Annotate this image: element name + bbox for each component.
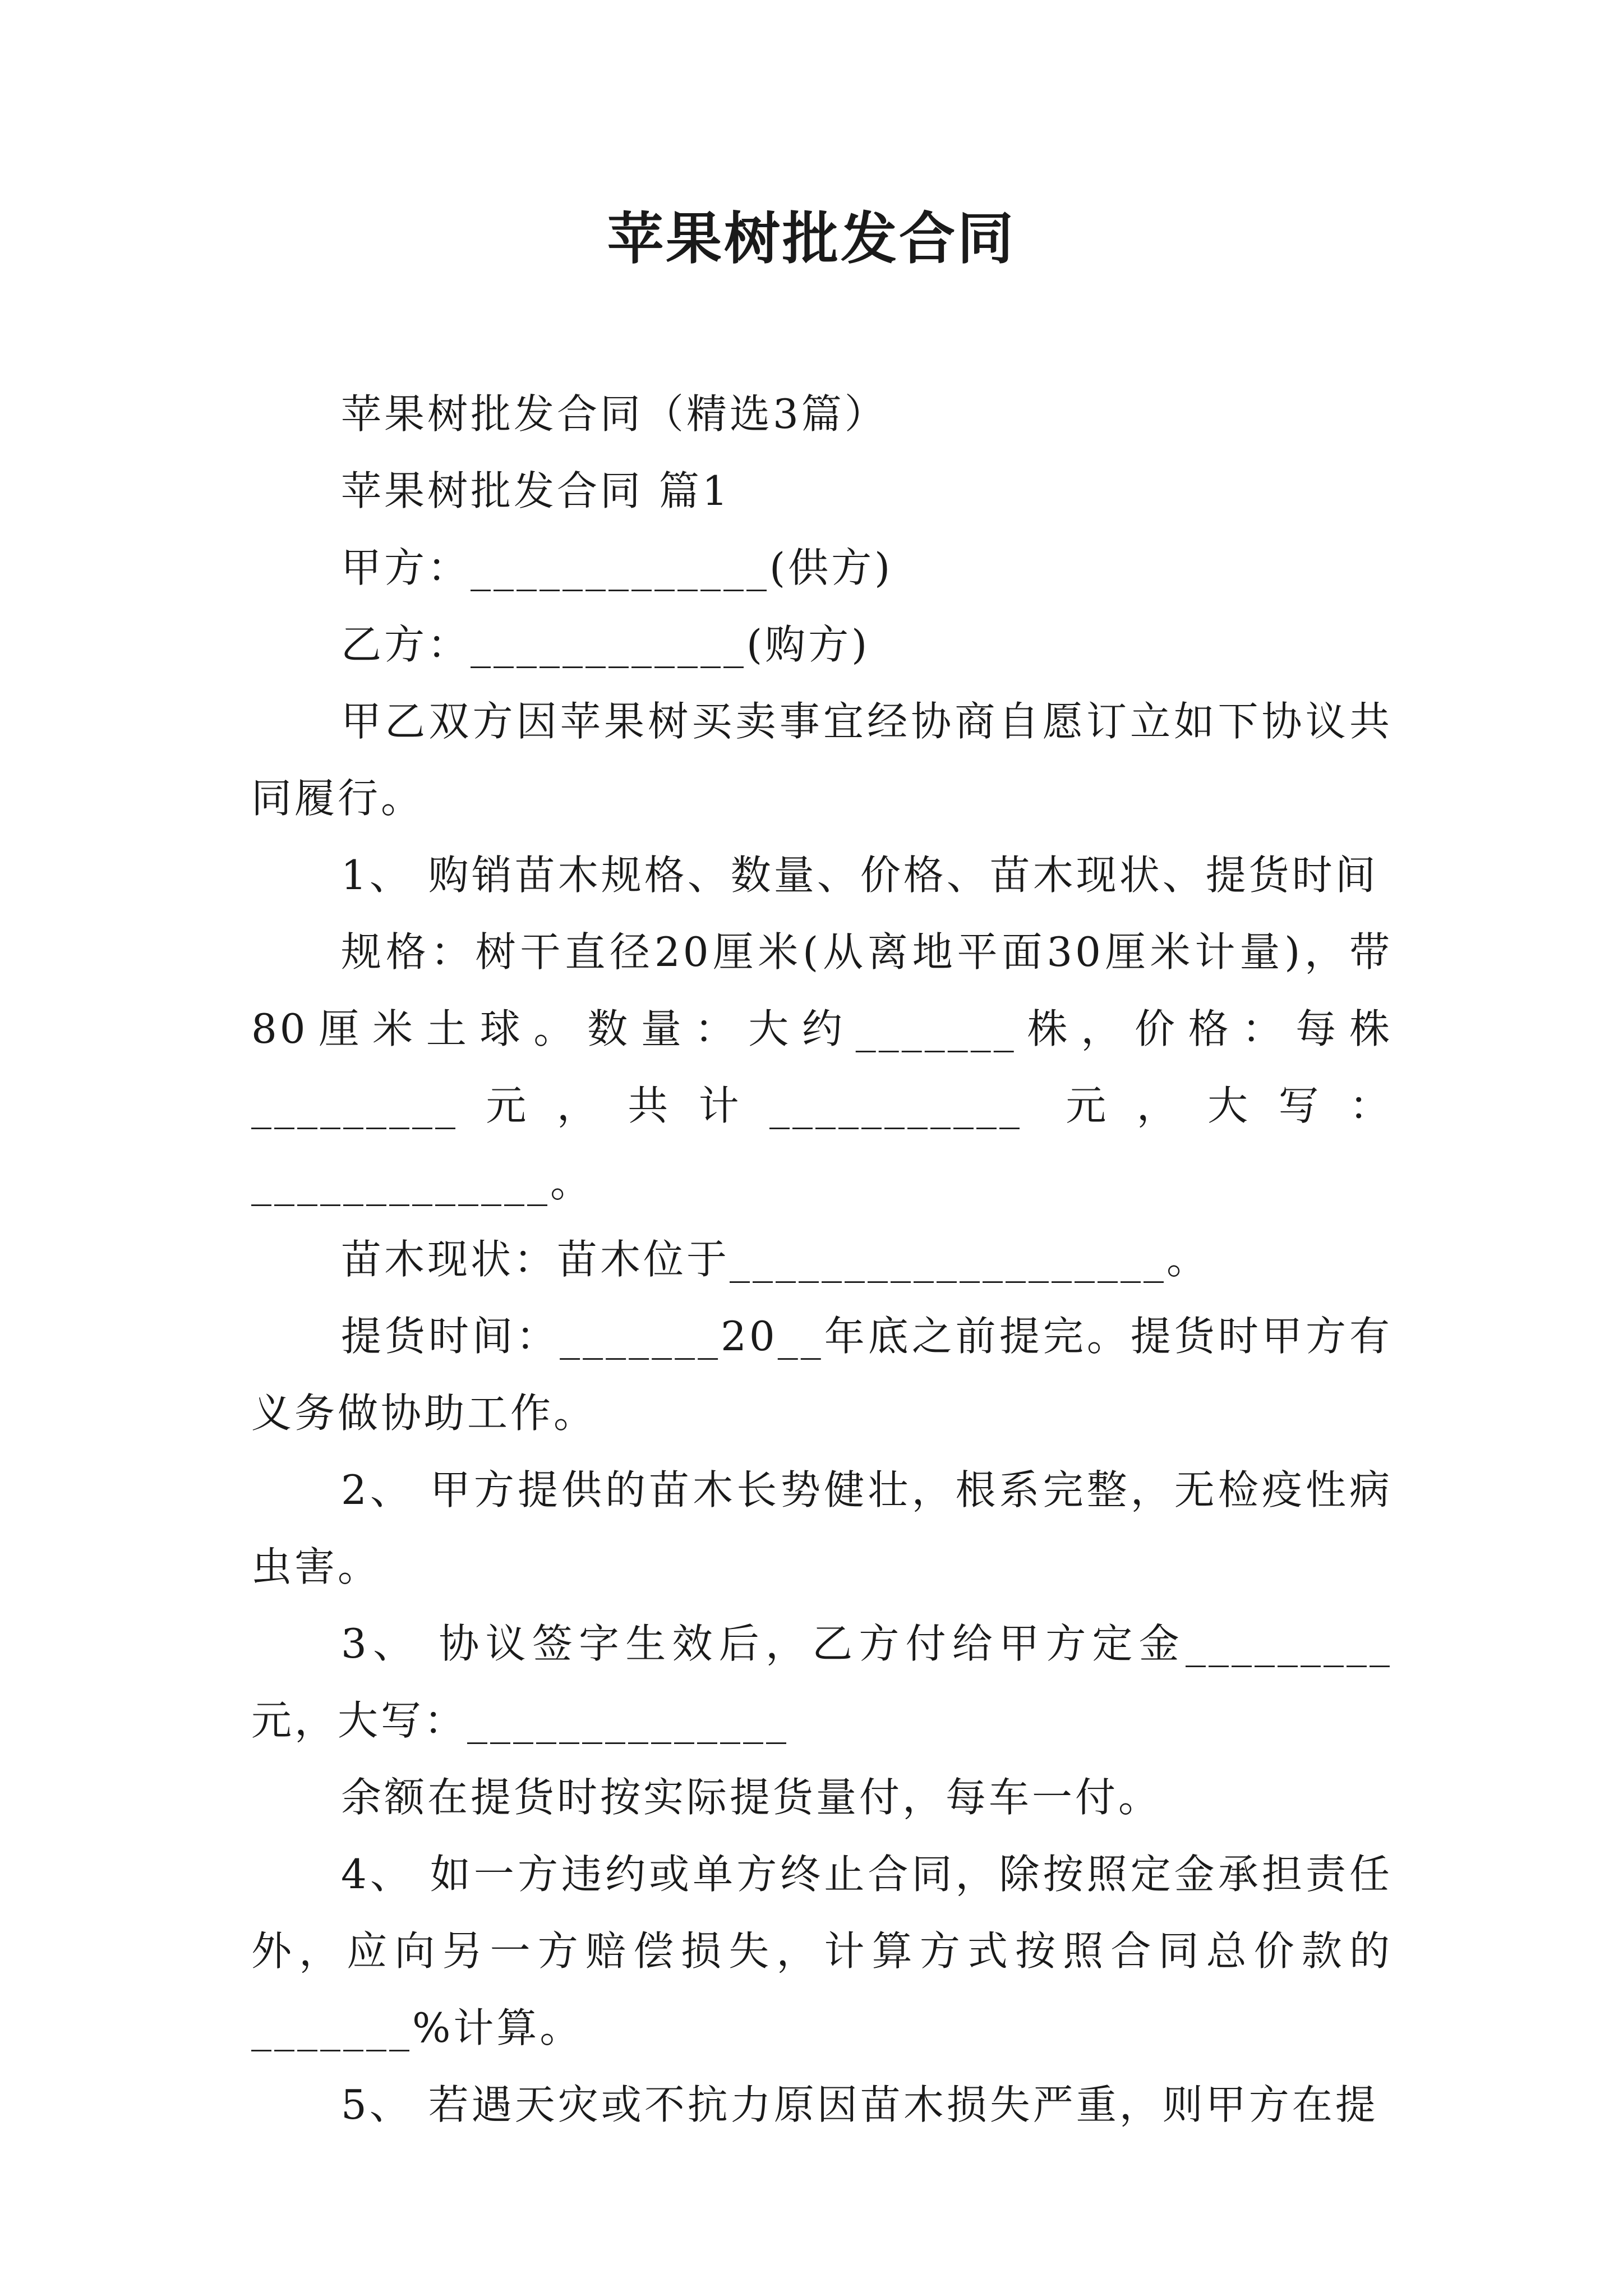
- paragraph: 提货时间：_______20__年底之前提完。提货时甲方有义务做协助工作。: [251, 1313, 1393, 1437]
- paragraph: 甲乙双方因苹果树买卖事宜经协商自愿订立如下协议共同履行。: [251, 698, 1393, 822]
- paragraph: 余额在提货时按实际提货量付，每车一付。: [341, 1774, 1162, 1821]
- paragraph: 4、 如一方违约或单方终止合同，除按照定金承担责任外，应向另一方赔偿损失，计算方式按照合同总价款的_______%计算。: [251, 1851, 1393, 2051]
- paragraph: 规格：树干直径20厘米(从离地平面30厘米计量)，带80厘米土球。数量：大约_______株，价格：每株_________元，共计___________ 元，大写：_____________。: [251, 928, 1393, 1206]
- paragraph: 甲方：_____________(供方): [341, 544, 893, 591]
- document-title: 苹果树批发合同: [607, 205, 1016, 272]
- paragraph: 1、 购销苗木规格、数量、价格、苗木现状、提货时间: [341, 852, 1378, 899]
- paragraph: 苹果树批发合同 篇1: [341, 467, 731, 514]
- paragraph: 3、 协议签字生效后，乙方付给甲方定金_________元，大写：______________: [251, 1620, 1393, 1744]
- paragraph: 2、 甲方提供的苗木长势健壮，根系完整，无检疫性病虫害。: [251, 1466, 1393, 1590]
- paragraph: 苹果树批发合同（精选3篇）: [341, 390, 888, 438]
- document-body: [251, 376, 1393, 2143]
- paragraph: 乙方：____________(购方): [341, 621, 870, 668]
- paragraph: 苗木现状：苗木位于___________________。: [341, 1236, 1210, 1283]
- paragraph: 5、 若遇天灾或不抗力原因苗木损失严重，则甲方在提: [341, 2081, 1378, 2128]
